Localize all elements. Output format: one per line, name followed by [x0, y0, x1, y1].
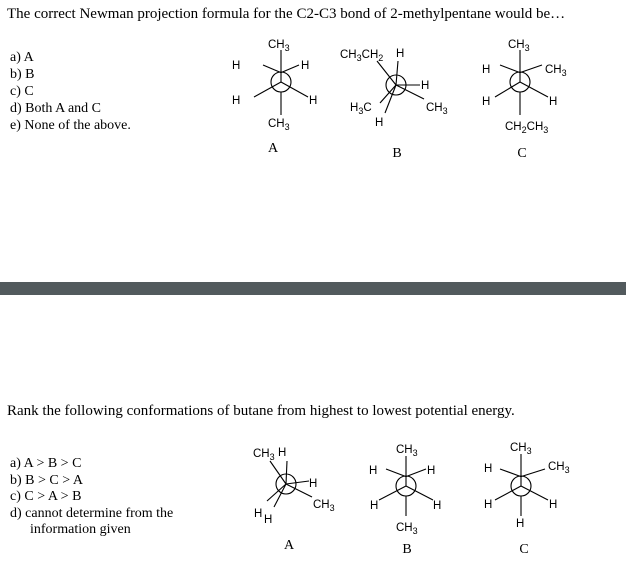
newman-projection-c — [482, 39, 567, 135]
b-bottom-label: $CH_3$ — [396, 522, 418, 536]
c-lower-right-label: H — [549, 499, 558, 511]
a-upper-right-label: H — [301, 60, 310, 72]
c-upper-right-label: $CH_3$ — [548, 461, 570, 475]
choice-a[interactable]: a) A — [10, 50, 34, 65]
q2-caption-c: C — [519, 542, 529, 557]
newman-projection-c — [484, 442, 570, 530]
a-lower-left-inner-label: H — [264, 514, 273, 526]
q1-caption-a: A — [267, 141, 279, 156]
choice-a[interactable]: a) A > B > C — [10, 456, 82, 471]
q1-caption-c: C — [517, 146, 527, 161]
q2-caption-b: B — [402, 542, 412, 557]
b-lower-left-label: $H_3C$ — [350, 102, 372, 116]
a-top-label: $CH_3$ — [268, 39, 290, 53]
a-lower-right-label: H — [309, 95, 318, 107]
choice-e[interactable]: e) None of the above. — [10, 118, 131, 133]
question-2-text: Rank the following conformations of butane from highest to lowest potential energy. — [7, 403, 515, 419]
question-1-newman-projections — [0, 33, 626, 143]
b-upper-right-label: H — [427, 465, 436, 477]
newman-projection-b — [340, 48, 448, 129]
choice-b[interactable]: b) B > C > A — [10, 472, 83, 488]
choice-d-continued: information given — [30, 522, 131, 537]
a-lower-right-label: $CH_3$ — [313, 499, 335, 513]
a-upper-left-label: $CH_3$ — [253, 448, 275, 462]
choice-b[interactable]: b) B — [10, 67, 35, 82]
a-upper-right-label: H — [278, 447, 287, 459]
c-bottom-label: H — [516, 518, 525, 530]
b-bottom-label: H — [375, 117, 384, 129]
b-top-label: $CH_3$ — [396, 444, 418, 458]
choice-d[interactable]: d) Both A and C — [10, 101, 102, 116]
c-bottom-label: $CH_2CH_3$ — [505, 121, 549, 135]
b-lower-right-label: H — [433, 500, 442, 512]
question-1-text: The correct Newman projection formula for the C2-C3 bond of 2-methylpentane would be… — [7, 6, 566, 22]
a-bottom-label: $CH_3$ — [268, 118, 290, 132]
c-upper-left-label: H — [484, 463, 493, 475]
c-upper-left-label: H — [482, 64, 491, 76]
c-lower-right-label: H — [549, 96, 558, 108]
a-right-label: H — [309, 478, 318, 490]
b-top-right-label: H — [396, 48, 405, 60]
b-upper-left-label: H — [369, 465, 378, 477]
q1-caption-b: B — [392, 146, 402, 161]
b-right-label: H — [421, 80, 430, 92]
b-upper-left-label: $CH_3CH_2$ — [340, 49, 384, 63]
c-lower-left-label: H — [484, 499, 493, 511]
newman-projection-b — [369, 444, 441, 536]
newman-projection-a — [253, 447, 335, 526]
b-lower-right-label: $CH_3$ — [426, 102, 448, 116]
b-lower-left-label: H — [370, 500, 379, 512]
section-divider — [0, 282, 626, 295]
c-lower-left-label: H — [482, 96, 491, 108]
a-upper-left-label: H — [232, 60, 241, 72]
a-lower-left-outer-label: H — [254, 508, 263, 520]
choice-d[interactable]: d) cannot determine from the — [10, 505, 174, 521]
c-top-label: $CH_3$ — [508, 39, 530, 53]
a-lower-left-label: H — [232, 95, 241, 107]
c-upper-right-label: $CH_3$ — [545, 64, 567, 78]
choice-c[interactable]: c) C > A > B — [10, 489, 82, 504]
choice-c[interactable]: c) C — [10, 84, 34, 99]
c-top-label: $CH_3$ — [510, 442, 532, 456]
newman-projection-a — [232, 39, 317, 132]
q2-caption-a: A — [283, 538, 295, 553]
question-2-newman-projections — [0, 437, 626, 537]
